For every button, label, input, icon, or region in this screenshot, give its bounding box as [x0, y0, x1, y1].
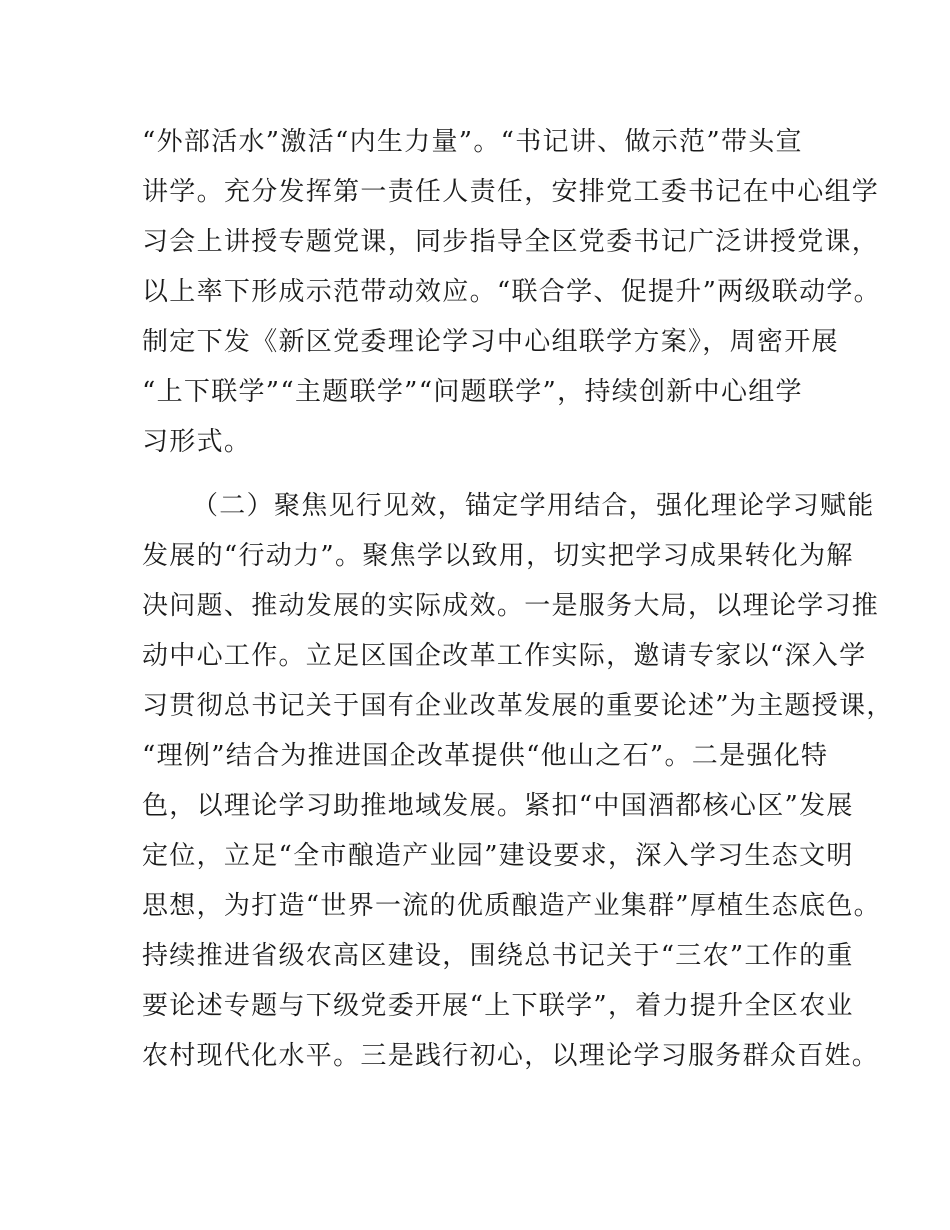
paragraph-line: 习形式。: [142, 427, 252, 457]
paragraph-line: “上下联学”“主题联学”“问题联学”，持续创新中心组学: [142, 377, 803, 407]
paragraph-line: 以上率下形成示范带动效应。“联合学、促提升”两级联动学。: [142, 277, 881, 307]
paragraph-line: 讲学。充分发挥第一责任人责任，安排党工委书记在中心组学: [142, 177, 880, 207]
paragraph-line: 持续推进省级农高区建设，围绕总书记关于“三农”工作的重: [142, 941, 854, 971]
paragraph-line: “理例”结合为推进国企改革提供“他山之石”。二是强化特: [142, 741, 829, 771]
paragraph-line: 决问题、推动发展的实际成效。一是服务大局，以理论学习推: [142, 591, 880, 621]
paragraph-line: 习贯彻总书记关于国有企业改革发展的重要论述”为主题授课，: [142, 691, 894, 721]
paragraph-line: 定位，立足“全市酿造产业园”建设要求，深入学习生态文明: [142, 841, 854, 871]
paragraph-line: 制定下发《新区党委理论学习中心组联学方案》，周密开展: [142, 327, 839, 357]
paragraph-line: 发展的“行动力”。聚焦学以致用，切实把学习成果转化为解: [142, 541, 854, 571]
paragraph-line: 思想，为打造“世界一流的优质酿造产业集群”厚植生态底色。: [142, 891, 881, 921]
paragraph-line: 农村现代化水平。三是践行初心，以理论学习服务群众百姓。: [142, 1041, 880, 1071]
paragraph-line: 习会上讲授专题党课，同步指导全区党委书记广泛讲授党课，: [142, 227, 880, 257]
paragraph-line: 动中心工作。立足区国企改革工作实际，邀请专家以“深入学: [142, 641, 867, 671]
paragraph-line: 要论述专题与下级党委开展“上下联学”，着力提升全区农业: [142, 991, 854, 1021]
paragraph-line: 色，以理论学习助推地域发展。紧扣“中国酒都核心区”发展: [142, 791, 854, 821]
paragraph-line: “外部活水”激活“内生力量”。“书记讲、做示范”带头宣: [142, 127, 803, 157]
section-heading-line: （二）聚焦见行见效，锚定学用结合，强化理论学习赋能: [192, 491, 875, 521]
